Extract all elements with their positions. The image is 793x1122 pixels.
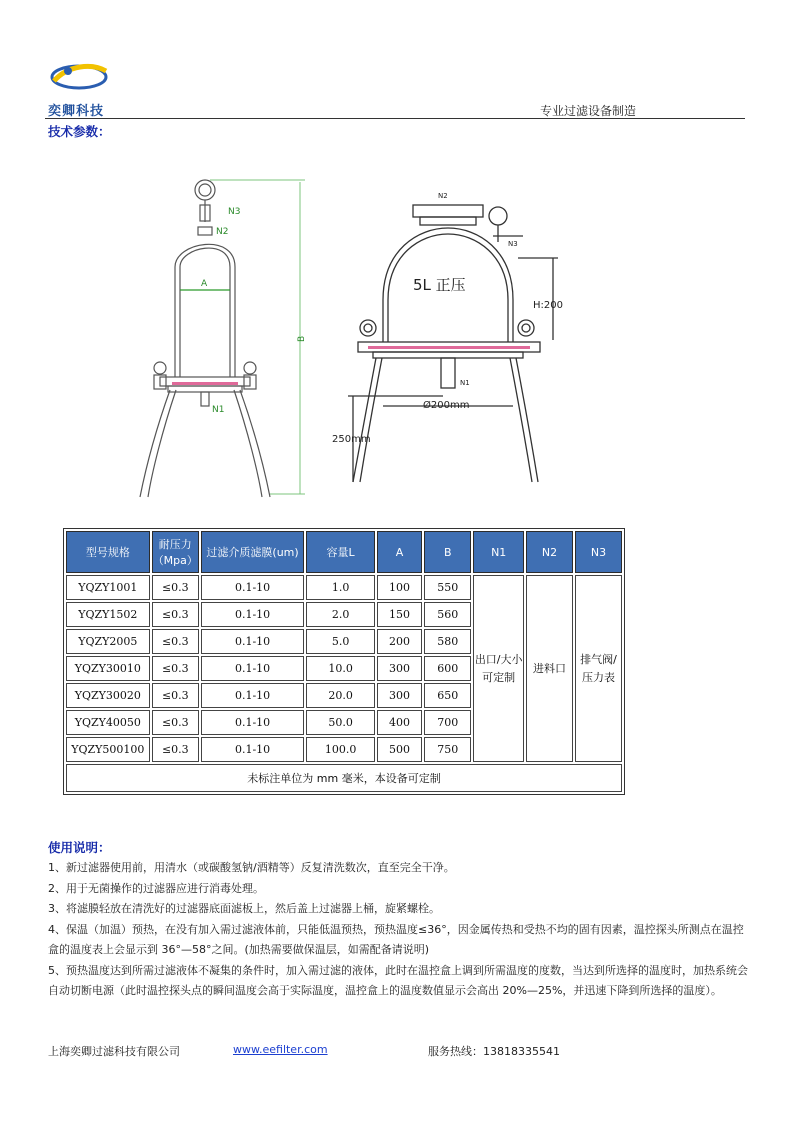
table-cell: 100.0 [306, 737, 375, 762]
col-header: 过滤介质滤膜(um) [201, 531, 304, 573]
label-n2: N2 [216, 227, 229, 237]
usage-item: 4、保温（加温）预热，在没有加入需过滤液体前，只能低温预热，预热温度≤36°，因金属传热和受热不均的固有因素，温控探头所测点在温控盒的温度表上会显示到 36°—58°之间。(加热需要做保温层，如需配备请说明) [48, 922, 744, 956]
table-note: 未标注单位为 mm 毫米，本设备可定制 [66, 764, 622, 792]
table-cell: ≤0.3 [152, 683, 199, 708]
table-cell: YQZY1001 [66, 575, 150, 600]
label-diameter: Ø200mm [423, 400, 470, 411]
spec-table [63, 528, 625, 795]
col-header: N1 [473, 531, 524, 573]
table-cell: 150 [377, 602, 422, 627]
label-n1-right: N1 [460, 379, 470, 387]
label-b: B [297, 335, 307, 342]
table-cell: 0.1-10 [201, 602, 304, 627]
table-cell: 600 [424, 656, 471, 681]
header-divider [45, 118, 745, 119]
col-header: A [377, 531, 422, 573]
footer-hotline: 服务热线：13818335541 [428, 1045, 560, 1058]
usage-item: 2、用于无菌操作的过滤器应进行消毒处理。 [48, 881, 264, 895]
filter-drawing-right [328, 170, 578, 495]
usage-item: 1、新过滤器使用前，用清水（或碳酸氢钠/酒精等）反复清洗数次，直至完全干净。 [48, 861, 455, 874]
n2-cell: 进料口 [526, 575, 573, 762]
table-cell: 50.0 [306, 710, 375, 735]
header-slogan: 专业过滤设备制造 [540, 104, 637, 118]
label-volume: 5L 正压 [413, 276, 466, 294]
label-leg-height: 250mm [332, 434, 371, 445]
section-title-usage: 使用说明： [48, 840, 111, 855]
section-title-params: 技术参数： [48, 124, 111, 139]
table-cell: 10.0 [306, 656, 375, 681]
footer-company: 上海奕卿过滤科技有限公司 [48, 1045, 180, 1058]
table-cell: ≤0.3 [152, 629, 199, 654]
usage-section [48, 838, 748, 1002]
table-cell: 560 [424, 602, 471, 627]
col-header: 耐压力（Mpa） [152, 531, 199, 573]
table-cell: ≤0.3 [152, 656, 199, 681]
usage-item: 5、预热温度达到所需过滤液体不凝集的条件时，加入需过滤的液体，此时在温控盒上调到所需温度的度数，当达到所选择的温度时，加热系统会自动切断电源（此时温控探头点的瞬间温度会高于实际温度，温控盒上的温度数值显示会高出 20%—25%，并迅速下降到所选择的温度）。 [48, 963, 748, 997]
table-cell: 5.0 [306, 629, 375, 654]
label-n2-right: N2 [438, 192, 448, 200]
col-header: N3 [575, 531, 622, 573]
label-n1: N1 [212, 405, 225, 415]
label-height: H:200 [533, 300, 563, 311]
table-cell: ≤0.3 [152, 602, 199, 627]
table-note-row [66, 764, 622, 792]
table-cell: 400 [377, 710, 422, 735]
table-cell: 580 [424, 629, 471, 654]
table-cell: 500 [377, 737, 422, 762]
table-cell: 100 [377, 575, 422, 600]
table-cell: 2.0 [306, 602, 375, 627]
table-cell: 700 [424, 710, 471, 735]
logo-text: 奕卿科技 [48, 104, 105, 119]
table-cell: YQZY2005 [66, 629, 150, 654]
label-a: A [201, 279, 208, 289]
table-cell: ≤0.3 [152, 710, 199, 735]
footer-website-link[interactable]: www.eefilter.com [233, 1043, 328, 1056]
table-cell: 550 [424, 575, 471, 600]
usage-item: 3、将滤膜轻放在清洗好的过滤器底面滤板上，然后盖上过滤器上桶，旋紧螺栓。 [48, 902, 440, 915]
table-cell: 0.1-10 [201, 710, 304, 735]
table-cell: ≤0.3 [152, 737, 199, 762]
table-cell: 0.1-10 [201, 656, 304, 681]
col-header: 型号规格 [66, 531, 150, 573]
table-cell: YQZY30010 [66, 656, 150, 681]
table-cell: YQZY500100 [66, 737, 150, 762]
table-row [66, 575, 622, 600]
table-cell: 300 [377, 683, 422, 708]
table-cell: YQZY40050 [66, 710, 150, 735]
n1-cell: 出口/大小可定制 [473, 575, 524, 762]
col-header: B [424, 531, 471, 573]
table-cell: 0.1-10 [201, 737, 304, 762]
table-cell: YQZY1502 [66, 602, 150, 627]
filter-drawing-left [130, 172, 330, 502]
table-cell: 750 [424, 737, 471, 762]
table-cell: 650 [424, 683, 471, 708]
table-cell: 300 [377, 656, 422, 681]
table-cell: YQZY30020 [66, 683, 150, 708]
spec-table-header [66, 531, 622, 573]
table-cell: ≤0.3 [152, 575, 199, 600]
table-cell: 0.1-10 [201, 629, 304, 654]
n3-cell: 排气阀/压力表 [575, 575, 622, 762]
table-cell: 200 [377, 629, 422, 654]
table-cell: 1.0 [306, 575, 375, 600]
table-cell: 0.1-10 [201, 683, 304, 708]
label-n3: N3 [228, 207, 241, 217]
col-header: 容量L [306, 531, 375, 573]
label-n3-right: N3 [508, 240, 518, 248]
logo-swoosh-icon [48, 55, 110, 103]
col-header: N2 [526, 531, 573, 573]
table-cell: 0.1-10 [201, 575, 304, 600]
table-cell: 20.0 [306, 683, 375, 708]
